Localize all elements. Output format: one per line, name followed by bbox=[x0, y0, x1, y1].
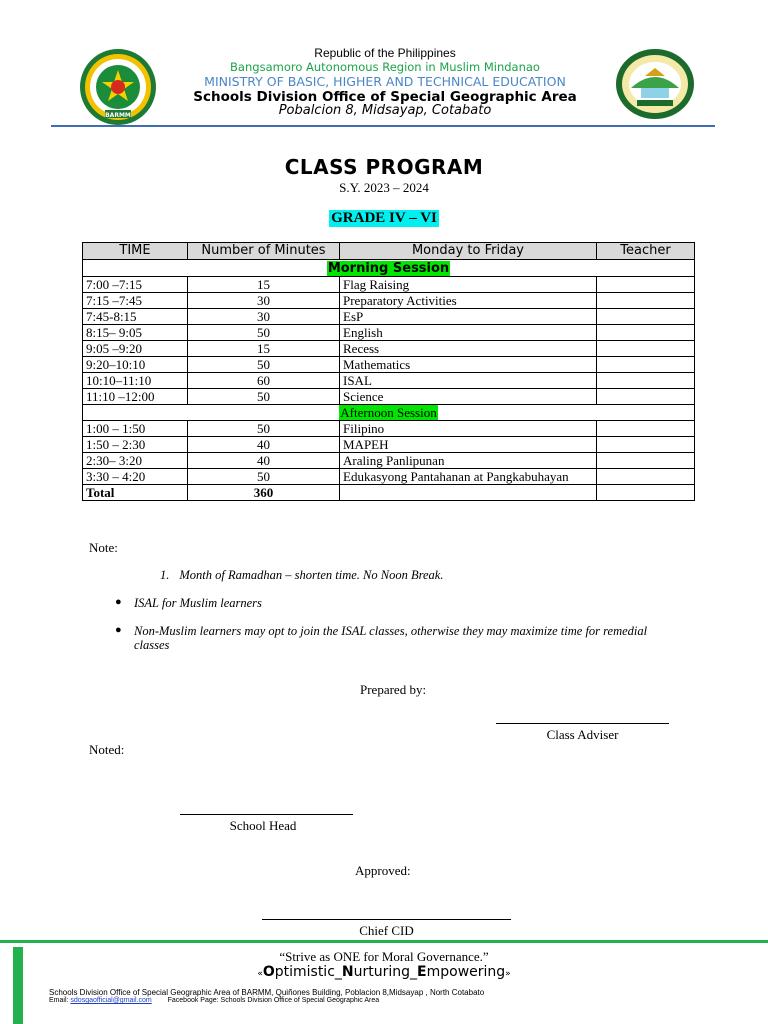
note-item-2: ISAL for Muslim learners bbox=[134, 596, 262, 610]
total-row bbox=[83, 485, 695, 501]
subject-cell: Filipino bbox=[340, 421, 597, 437]
header-region: Bangsamoro Autonomous Region in Muslim Mindanao bbox=[230, 60, 540, 74]
school-year: S.Y. 2023 – 2024 bbox=[339, 180, 429, 195]
approved-label: Approved: bbox=[355, 863, 411, 878]
tagline-o-rest: ptimistic_ bbox=[274, 964, 342, 980]
footer-facebook: Facebook Page: Schools Division Office of Special Geographic Area bbox=[167, 997, 380, 1004]
footer-tagline: «Optimistic_Nurturing_Empowering» bbox=[257, 964, 511, 980]
table-header-row bbox=[83, 243, 695, 260]
teacher-cell bbox=[597, 389, 695, 405]
table-row bbox=[83, 437, 695, 453]
footer-motto: “Strive as ONE for Moral Governance.” bbox=[279, 949, 489, 964]
time-cell: 3:30 – 4:20 bbox=[83, 469, 188, 485]
table-row bbox=[83, 389, 695, 405]
morning-session-row bbox=[83, 260, 695, 277]
subject-cell: Edukasyong Pantahanan at Pangkabuhayan bbox=[340, 469, 597, 485]
tagline-n-rest: urturing_ bbox=[353, 964, 418, 980]
tagline-e-rest: mpowering bbox=[426, 964, 506, 980]
adviser-signature-line bbox=[496, 723, 669, 724]
teacher-cell bbox=[597, 357, 695, 373]
afternoon-session-label: Afternoon Session bbox=[340, 405, 437, 420]
time-cell: 7:00 –7:15 bbox=[83, 277, 188, 293]
time-cell: 1:50 – 2:30 bbox=[83, 437, 188, 453]
total-label: Total bbox=[83, 485, 188, 501]
subject-cell: Mathematics bbox=[340, 357, 597, 373]
header-teacher: Teacher bbox=[597, 243, 695, 260]
total-subject-cell bbox=[340, 485, 597, 501]
class-adviser-label: Class Adviser bbox=[546, 727, 619, 742]
minutes-cell: 50 bbox=[188, 421, 340, 437]
teacher-cell bbox=[597, 293, 695, 309]
minutes-cell: 30 bbox=[188, 293, 340, 309]
footer-email-label: Email: bbox=[49, 997, 69, 1004]
minutes-cell: 50 bbox=[188, 469, 340, 485]
footer-address: Schools Division Office of Special Geographic Area of BARMM, Quiñones Building, Poblacion 8,Midsayap , North Cotabato bbox=[49, 988, 485, 997]
subject-cell: Recess bbox=[340, 341, 597, 357]
note-item-3: Non-Muslim learners may opt to join the ISAL classes, otherwise they may maximize time for remedial classes bbox=[134, 624, 648, 652]
header-ministry: MINISTRY OF BASIC, HIGHER AND TECHNICAL EDUCATION bbox=[204, 74, 566, 89]
minutes-cell: 50 bbox=[188, 389, 340, 405]
table-row bbox=[83, 277, 695, 293]
table-row bbox=[83, 421, 695, 437]
teacher-cell bbox=[597, 373, 695, 389]
teacher-cell bbox=[597, 325, 695, 341]
table-row bbox=[83, 341, 695, 357]
page-title: CLASS PROGRAM bbox=[284, 155, 484, 179]
time-cell: 1:00 – 1:50 bbox=[83, 421, 188, 437]
table-row bbox=[83, 357, 695, 373]
minutes-cell: 50 bbox=[188, 325, 340, 341]
subject-cell: English bbox=[340, 325, 597, 341]
table-row bbox=[83, 309, 695, 325]
tagline-o: O bbox=[262, 964, 275, 980]
school-head-signature-line bbox=[180, 814, 353, 815]
time-cell: 9:05 –9:20 bbox=[83, 341, 188, 357]
table-row bbox=[83, 293, 695, 309]
prepared-by-label: Prepared by: bbox=[360, 682, 427, 697]
header-divider bbox=[51, 125, 715, 127]
minutes-cell: 15 bbox=[188, 341, 340, 357]
minutes-cell: 30 bbox=[188, 309, 340, 325]
time-cell: 8:15– 9:05 bbox=[83, 325, 188, 341]
teacher-cell bbox=[597, 421, 695, 437]
header-minutes: Number of Minutes bbox=[188, 243, 340, 260]
subject-cell: Araling Panlipunan bbox=[340, 453, 597, 469]
header-division: Schools Division Office of Special Geographic Area bbox=[193, 89, 577, 105]
subject-cell: Science bbox=[340, 389, 597, 405]
bullet-icon: ● bbox=[115, 624, 122, 636]
class-program-table bbox=[82, 242, 695, 501]
teacher-cell bbox=[597, 453, 695, 469]
header-schedule: Monday to Friday bbox=[340, 243, 597, 260]
school-head-label: School Head bbox=[229, 818, 297, 833]
header-republic: Republic of the Philippines bbox=[314, 46, 456, 60]
division-logo bbox=[615, 48, 695, 120]
grade-label: GRADE IV – VI bbox=[331, 210, 437, 226]
table-row bbox=[83, 325, 695, 341]
subject-cell: Flag Raising bbox=[340, 277, 597, 293]
subject-cell: MAPEH bbox=[340, 437, 597, 453]
teacher-cell bbox=[597, 309, 695, 325]
header-address: Pobalcion 8, Midsayap, Cotabato bbox=[278, 103, 492, 118]
time-cell: 10:10–11:10 bbox=[83, 373, 188, 389]
minutes-cell: 40 bbox=[188, 453, 340, 469]
minutes-cell: 50 bbox=[188, 357, 340, 373]
note-item-1-number: 1. bbox=[160, 568, 170, 582]
header-time: TIME bbox=[83, 243, 188, 260]
bullet-icon: ● bbox=[115, 596, 122, 608]
footer-contact bbox=[49, 997, 379, 1004]
time-cell: 11:10 –12:00 bbox=[83, 389, 188, 405]
note-label: Note: bbox=[89, 540, 118, 555]
total-minutes: 360 bbox=[188, 485, 340, 501]
footer-divider bbox=[0, 940, 768, 943]
note-item-1-text: Month of Ramadhan – shorten time. No Noon Break. bbox=[179, 568, 444, 582]
total-teacher-cell bbox=[597, 485, 695, 501]
teacher-cell bbox=[597, 277, 695, 293]
morning-session-label: Morning Session bbox=[327, 261, 450, 276]
tagline-e: E bbox=[417, 964, 427, 980]
note-item-1 bbox=[160, 568, 443, 583]
table-row bbox=[83, 453, 695, 469]
footer-email-link[interactable]: sdosgaofficial@gmail.com bbox=[70, 997, 152, 1004]
time-cell: 7:15 –7:45 bbox=[83, 293, 188, 309]
teacher-cell bbox=[597, 437, 695, 453]
table-row bbox=[83, 373, 695, 389]
table-row bbox=[83, 469, 695, 485]
minutes-cell: 60 bbox=[188, 373, 340, 389]
chief-signature-line bbox=[262, 919, 511, 920]
subject-cell: ISAL bbox=[340, 373, 597, 389]
minutes-cell: 40 bbox=[188, 437, 340, 453]
subject-cell: EsP bbox=[340, 309, 597, 325]
tagline-n: N bbox=[341, 964, 354, 980]
teacher-cell bbox=[597, 341, 695, 357]
svg-text:BARMM: BARMM bbox=[105, 112, 131, 119]
ministry-logo bbox=[79, 48, 157, 126]
time-cell: 2:30– 3:20 bbox=[83, 453, 188, 469]
minutes-cell: 15 bbox=[188, 277, 340, 293]
afternoon-session-row bbox=[83, 405, 695, 421]
time-cell: 7:45-8:15 bbox=[83, 309, 188, 325]
teacher-cell bbox=[597, 469, 695, 485]
subject-cell: Preparatory Activities bbox=[340, 293, 597, 309]
noted-label: Noted: bbox=[89, 742, 125, 757]
time-cell: 9:20–10:10 bbox=[83, 357, 188, 373]
grade-level bbox=[0, 209, 768, 227]
chief-cid-label: Chief CID bbox=[359, 923, 414, 938]
